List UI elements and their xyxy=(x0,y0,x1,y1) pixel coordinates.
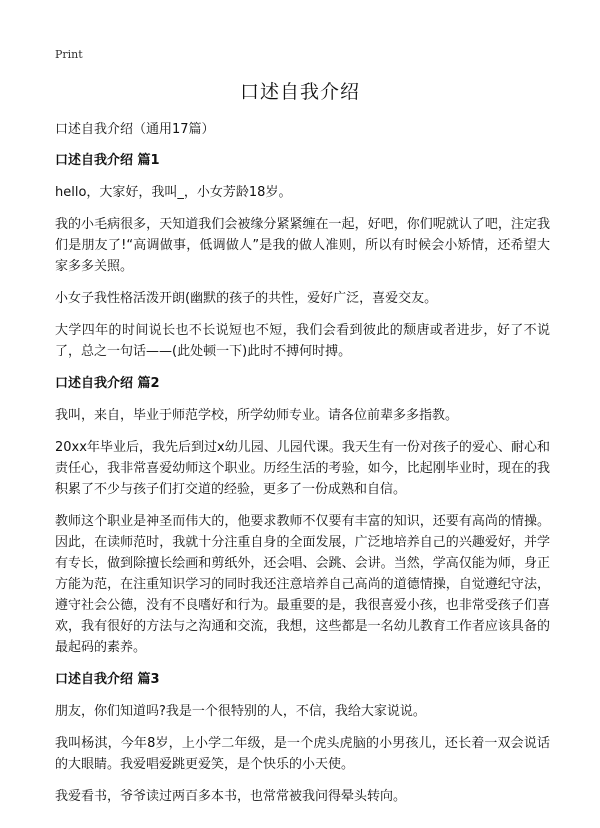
paragraph: 教师这个职业是神圣而伟大的，他要求教师不仅要有丰富的知识，还要有高尚的情操。因此，在读师范时，我就十分注重自身的全面发展，广泛地培养自己的兴趣爱好，并学有专长，做到除擅长绘画和剪纸外，还会唱、会跳、会讲。当然，学高仅能为师，身正方能为范，在注重知识学习的同时我还注意培养自己高尚的道德情操，自觉遵纪守法，遵守社会公德，没有不良嗜好和行为。最重要的是，我很喜爱小孩，也非常受孩子们喜欢，我有很好的方法与之沟通和交流，我想，这些都是一名幼儿教育工作者应该具备的最起码的素养。 xyxy=(55,514,550,655)
paragraph: 我的小毛病很多，天知道我们会被缘分紧紧缠在一起，好吧，你们呢就认了吧，注定我们是朋友了!“高调做事，低调做人”是我的做人准则，所以有时候会小矫情，还希望大家多多关照。 xyxy=(55,217,550,274)
paragraph: 大学四年的时间说长也不长说短也不短，我们会看到彼此的颓唐或者进步，好了不说了，总之一句话——(此处顿一下)此时不搏何时搏。 xyxy=(55,323,550,359)
paragraph: 朋友，你们知道吗?我是一个很特别的人，不信，我给大家说说。 xyxy=(55,704,426,719)
section-1 xyxy=(55,150,550,362)
section-heading: 口述自我介绍 篇3 xyxy=(55,672,160,687)
document-subtitle: 口述自我介绍（通用17篇） xyxy=(55,122,215,137)
paragraph: 小女子我性格活泼开朗(幽默的孩子的共性，爱好广泛，喜爱交友。 xyxy=(55,291,438,306)
paragraph: 我叫杨淇，今年8岁，上小学二年级，是一个虎头虎脑的小男孩儿，还长着一双会说话的大眼睛。我爱唱爱跳更爱笑，是个快乐的小天使。 xyxy=(55,736,550,772)
section-heading: 口述自我介绍 篇1 xyxy=(55,153,160,168)
document-body xyxy=(55,119,550,818)
paragraph: 20xx年毕业后，我先后到过x幼儿园、儿园代课。我天生有一份对孩子的爱心、耐心和责任心，我非常喜爱幼师这个职业。历经生活的考验，如今，比起刚毕业时，现在的我积累了不少与孩子们打交道的经验，更多了一份成熟和自信。 xyxy=(55,440,550,497)
paragraph: 我爱看书，爷爷读过两百多本书，也常常被我问得晕头转向。 xyxy=(55,789,407,804)
section-3 xyxy=(55,669,550,807)
print-label[interactable]: Print xyxy=(55,48,83,61)
section-heading: 口述自我介绍 篇2 xyxy=(55,376,160,391)
paragraph: 我叫，来自，毕业于师范学校，所学幼师专业。请各位前辈多多指教。 xyxy=(55,408,459,423)
section-2 xyxy=(55,373,550,658)
paragraph: hello，大家好，我叫_，小女芳龄18岁。 xyxy=(55,185,292,200)
page-title: 口述自我介绍 xyxy=(239,81,360,103)
